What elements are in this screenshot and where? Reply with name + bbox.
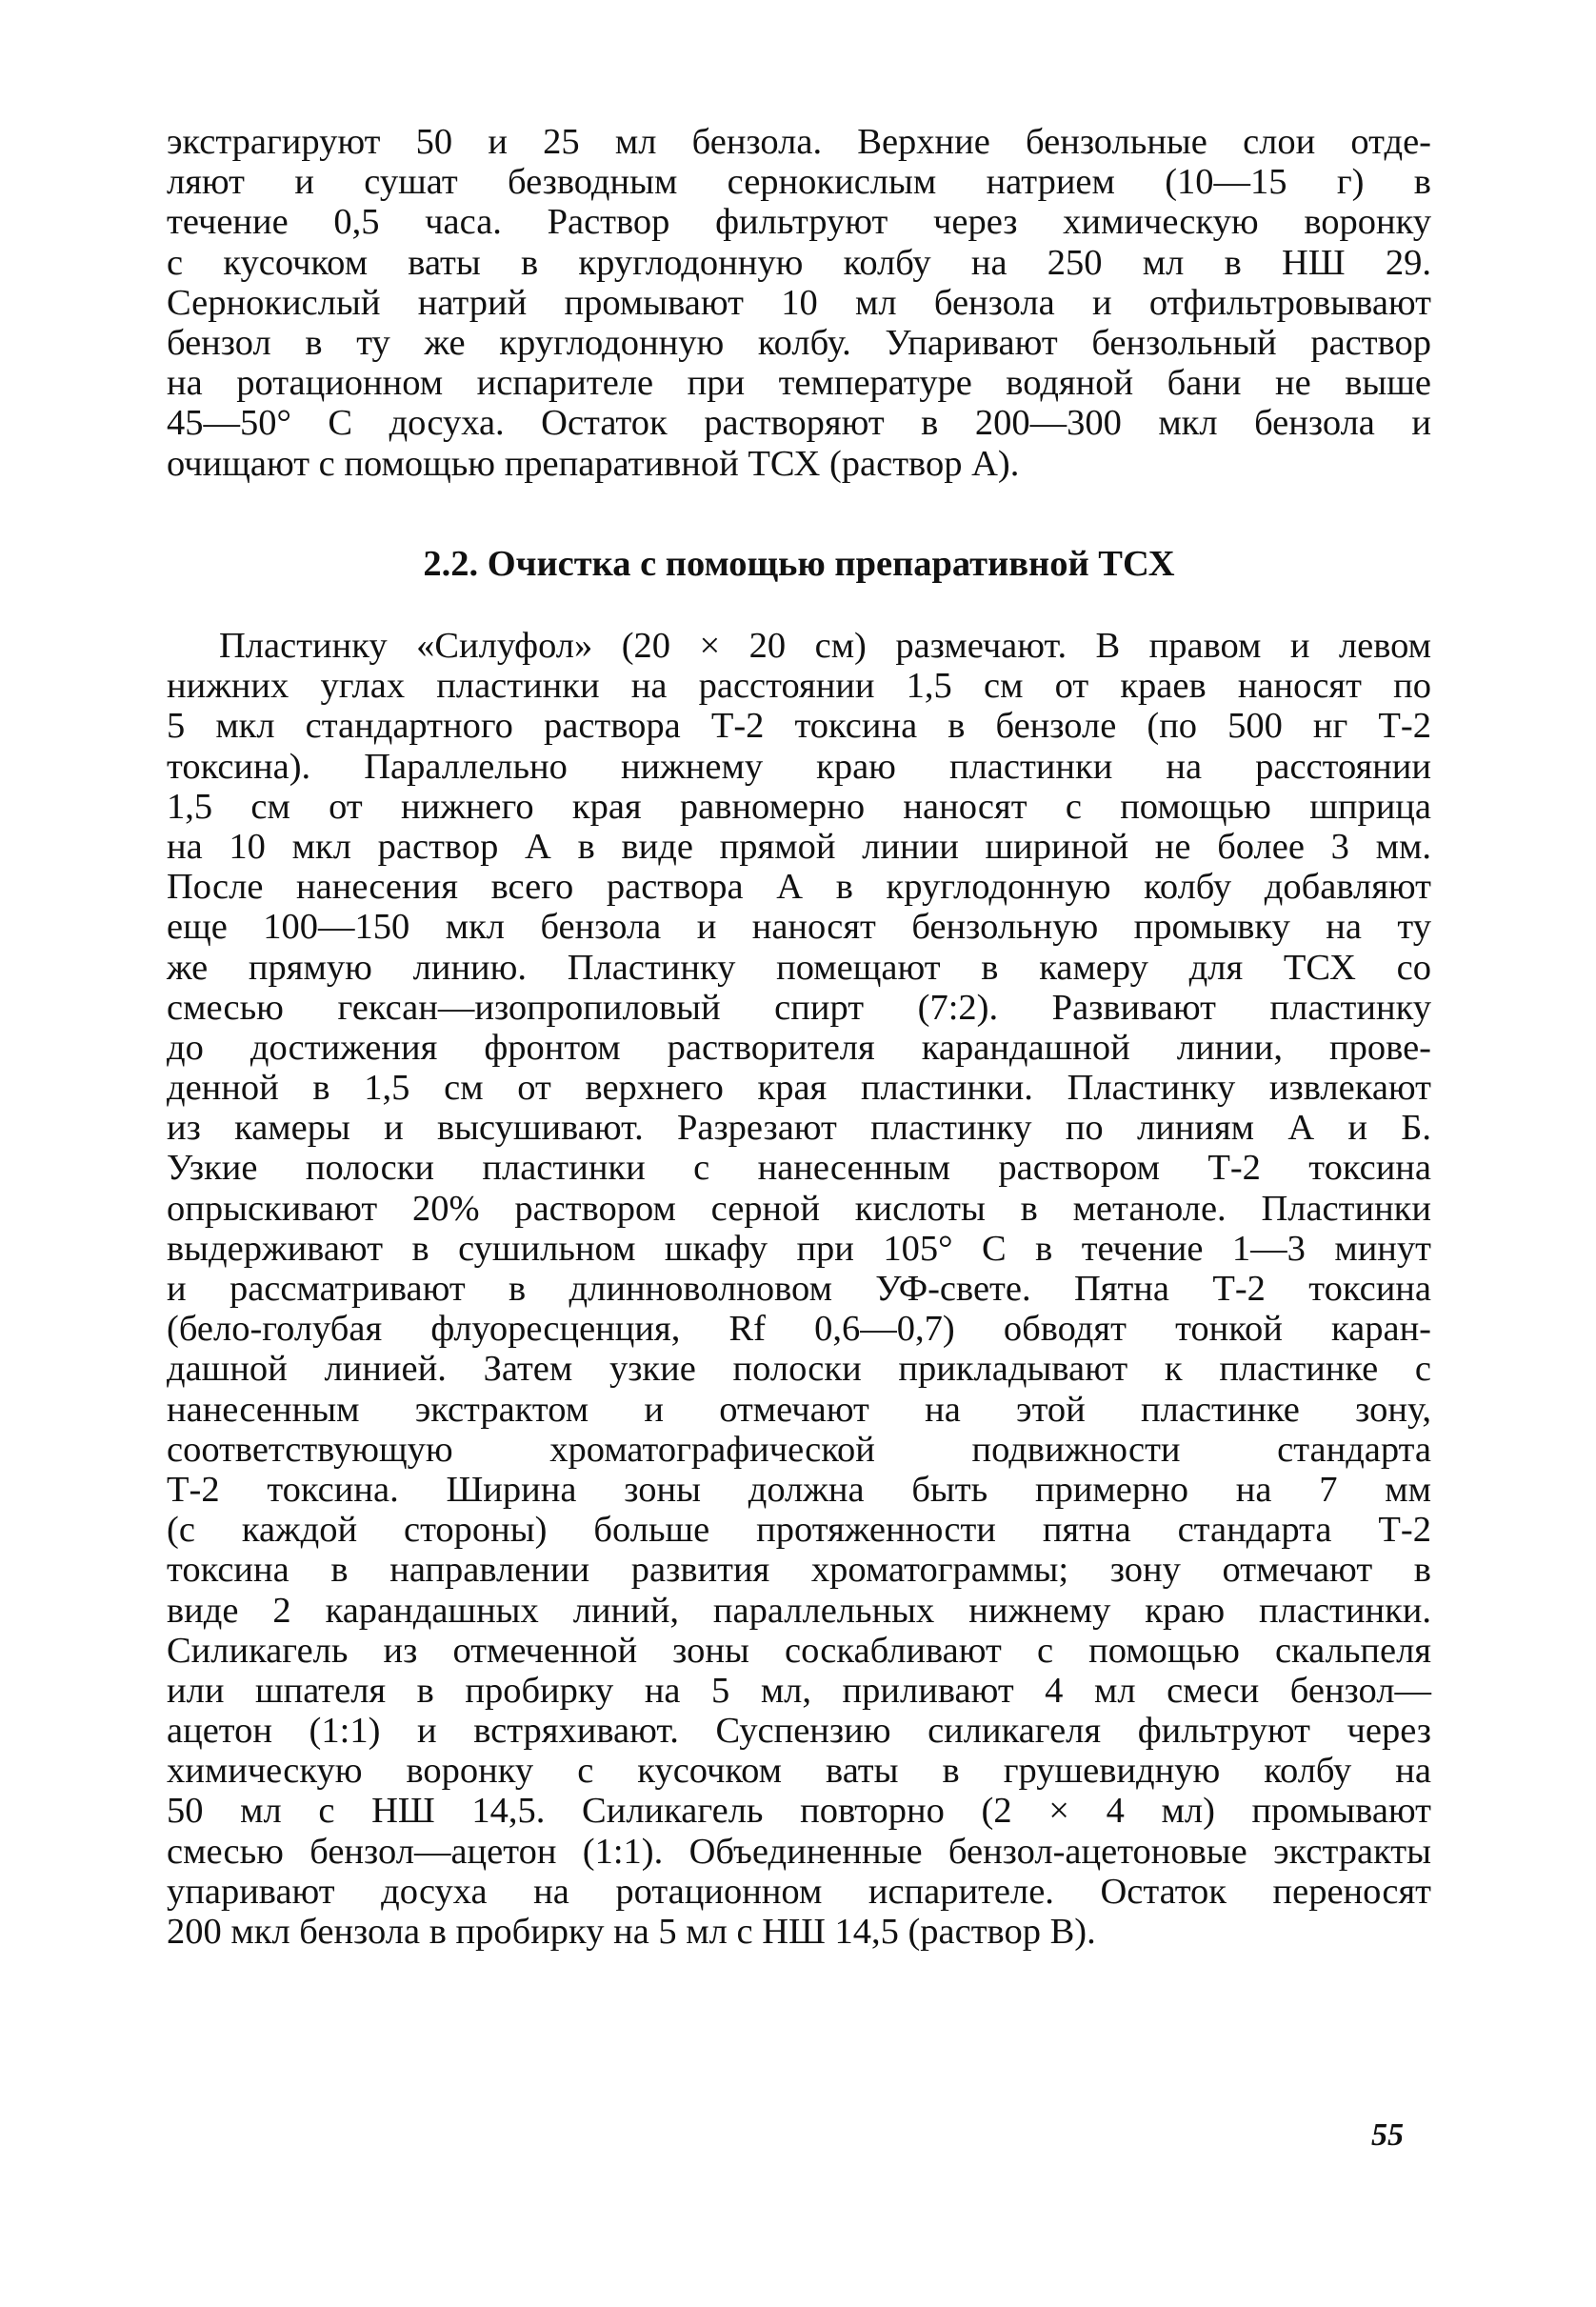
- text-line: 200 мкл бензола в пробирку на 5 мл с НШ 14,5 (раствор В).: [167, 1912, 1096, 1952]
- text-line: бензол в ту же круглодонную колбу. Упаривают бензольный раствор: [167, 322, 1431, 363]
- text-line: упаривают досуха на ротационном испарителе. Остаток переносят: [167, 1871, 1431, 1912]
- text-line: же прямую линию. Пластинку помещают в камеру для ТСХ со: [167, 947, 1431, 988]
- text-line: 5 мкл стандартного раствора Т-2 токсина в бензоле (по 500 нг Т-2: [167, 706, 1431, 747]
- text-line: токсина). Параллельно нижнему краю пластинки на расстоянии: [167, 746, 1431, 787]
- text-line: выдерживают в сушильном шкафу при 105° С в течение 1—3 минут: [167, 1228, 1431, 1269]
- text-line: дашной линией. Затем узкие полоски прикладывают к пластинке с: [167, 1349, 1431, 1390]
- text-line: Узкие полоски пластинки с нанесенным раствором Т-2 токсина: [167, 1148, 1431, 1189]
- text-line: из камеры и высушивают. Разрезают пластинку по линиям А и Б.: [167, 1108, 1431, 1149]
- text-line: (с каждой стороны) больше протяженности пятна стандарта Т-2: [167, 1510, 1431, 1551]
- text-line: Пластинку «Силуфол» (20 × 20 см) размечают. В правом и левом: [219, 626, 1431, 666]
- text-line: 45—50° С досуха. Остаток растворяют в 200—300 мкл бензола и: [167, 403, 1431, 444]
- text-line: ляют и сушат безводным сернокислым натрием (10—15 г) в: [167, 162, 1431, 203]
- text-line: или шпателя в пробирку на 5 мл, приливают 4 мл смеси бензол—: [167, 1670, 1431, 1711]
- text-line: Силикагель из отмеченной зоны соскабливают с помощью скальпеля: [167, 1630, 1431, 1671]
- text-line: еще 100—150 мкл бензола и наносят бензольную промывку на ту: [167, 907, 1431, 948]
- paragraph-tlc-cleanup: [167, 626, 1431, 1952]
- text-line: соответствующую хроматографической подвижности стандарта: [167, 1429, 1431, 1470]
- text-line: химическую воронку с кусочком ваты в грушевидную колбу на: [167, 1751, 1431, 1792]
- text-line: 1,5 см от нижнего края равномерно наносят с помощью шприца: [167, 786, 1431, 827]
- text-line: денной в 1,5 см от верхнего края пластинки. Пластинку извлекают: [167, 1068, 1431, 1109]
- text-line: очищают с помощью препаративной ТСХ (раствор А).: [167, 443, 1020, 484]
- section-heading: 2.2. Очистка с помощью препаративной ТСХ: [423, 544, 1175, 584]
- text-line: токсина в направлении развития хроматограммы; зону отмечают в: [167, 1550, 1431, 1591]
- text-line: смесью бензол—ацетон (1:1). Объединенные бензол-ацетоновые экстракты: [167, 1831, 1431, 1872]
- paragraph-extraction: [167, 122, 1431, 484]
- text-line: виде 2 карандашных линий, параллельных нижнему краю пластинки.: [167, 1590, 1431, 1631]
- text-line: на 10 мкл раствор А в виде прямой линии шириной не более 3 мм.: [167, 826, 1431, 867]
- text-line: опрыскивают 20% раствором серной кислоты в метаноле. Пластинки: [167, 1188, 1431, 1229]
- text-line: 50 мл с НШ 14,5. Силикагель повторно (2 × 4 мл) промывают: [167, 1791, 1431, 1832]
- text-line: экстрагируют 50 и 25 мл бензола. Верхние бензольные слои отде-: [167, 122, 1431, 162]
- text-line: нанесенным экстрактом и отмечают на этой пластинке зону,: [167, 1389, 1431, 1430]
- text-line: (бело-голубая флуоресценция, Rf 0,6—0,7) обводят тонкой каран-: [167, 1309, 1431, 1350]
- text-line: После нанесения всего раствора А в круглодонную колбу добавляют: [167, 867, 1431, 908]
- text-line: течение 0,5 часа. Раствор фильтруют через химическую воронку: [167, 202, 1431, 243]
- text-line: на ротационном испарителе при температуре водяной бани не выше: [167, 363, 1431, 404]
- text-line: Т-2 токсина. Ширина зоны должна быть примерно на 7 мм: [167, 1469, 1431, 1510]
- text-line: Сернокислый натрий промывают 10 мл бензола и отфильтровывают: [167, 282, 1431, 323]
- text-line: до достижения фронтом растворителя карандашной линии, прове-: [167, 1027, 1431, 1068]
- text-line: нижних углах пластинки на расстоянии 1,5 см от краев наносят по: [167, 666, 1431, 707]
- text-line: ацетон (1:1) и встряхивают. Суспензию силикагеля фильтруют через: [167, 1711, 1431, 1752]
- text-line: с кусочком ваты в круглодонную колбу на 250 мл в НШ 29.: [167, 242, 1431, 283]
- text-line: смесью гексан—изопропиловый спирт (7:2). Развивают пластинку: [167, 987, 1431, 1028]
- text-line: и рассматривают в длинноволновом УФ-свете. Пятна Т-2 токсина: [167, 1269, 1431, 1309]
- page-number: 55: [1371, 2117, 1404, 2153]
